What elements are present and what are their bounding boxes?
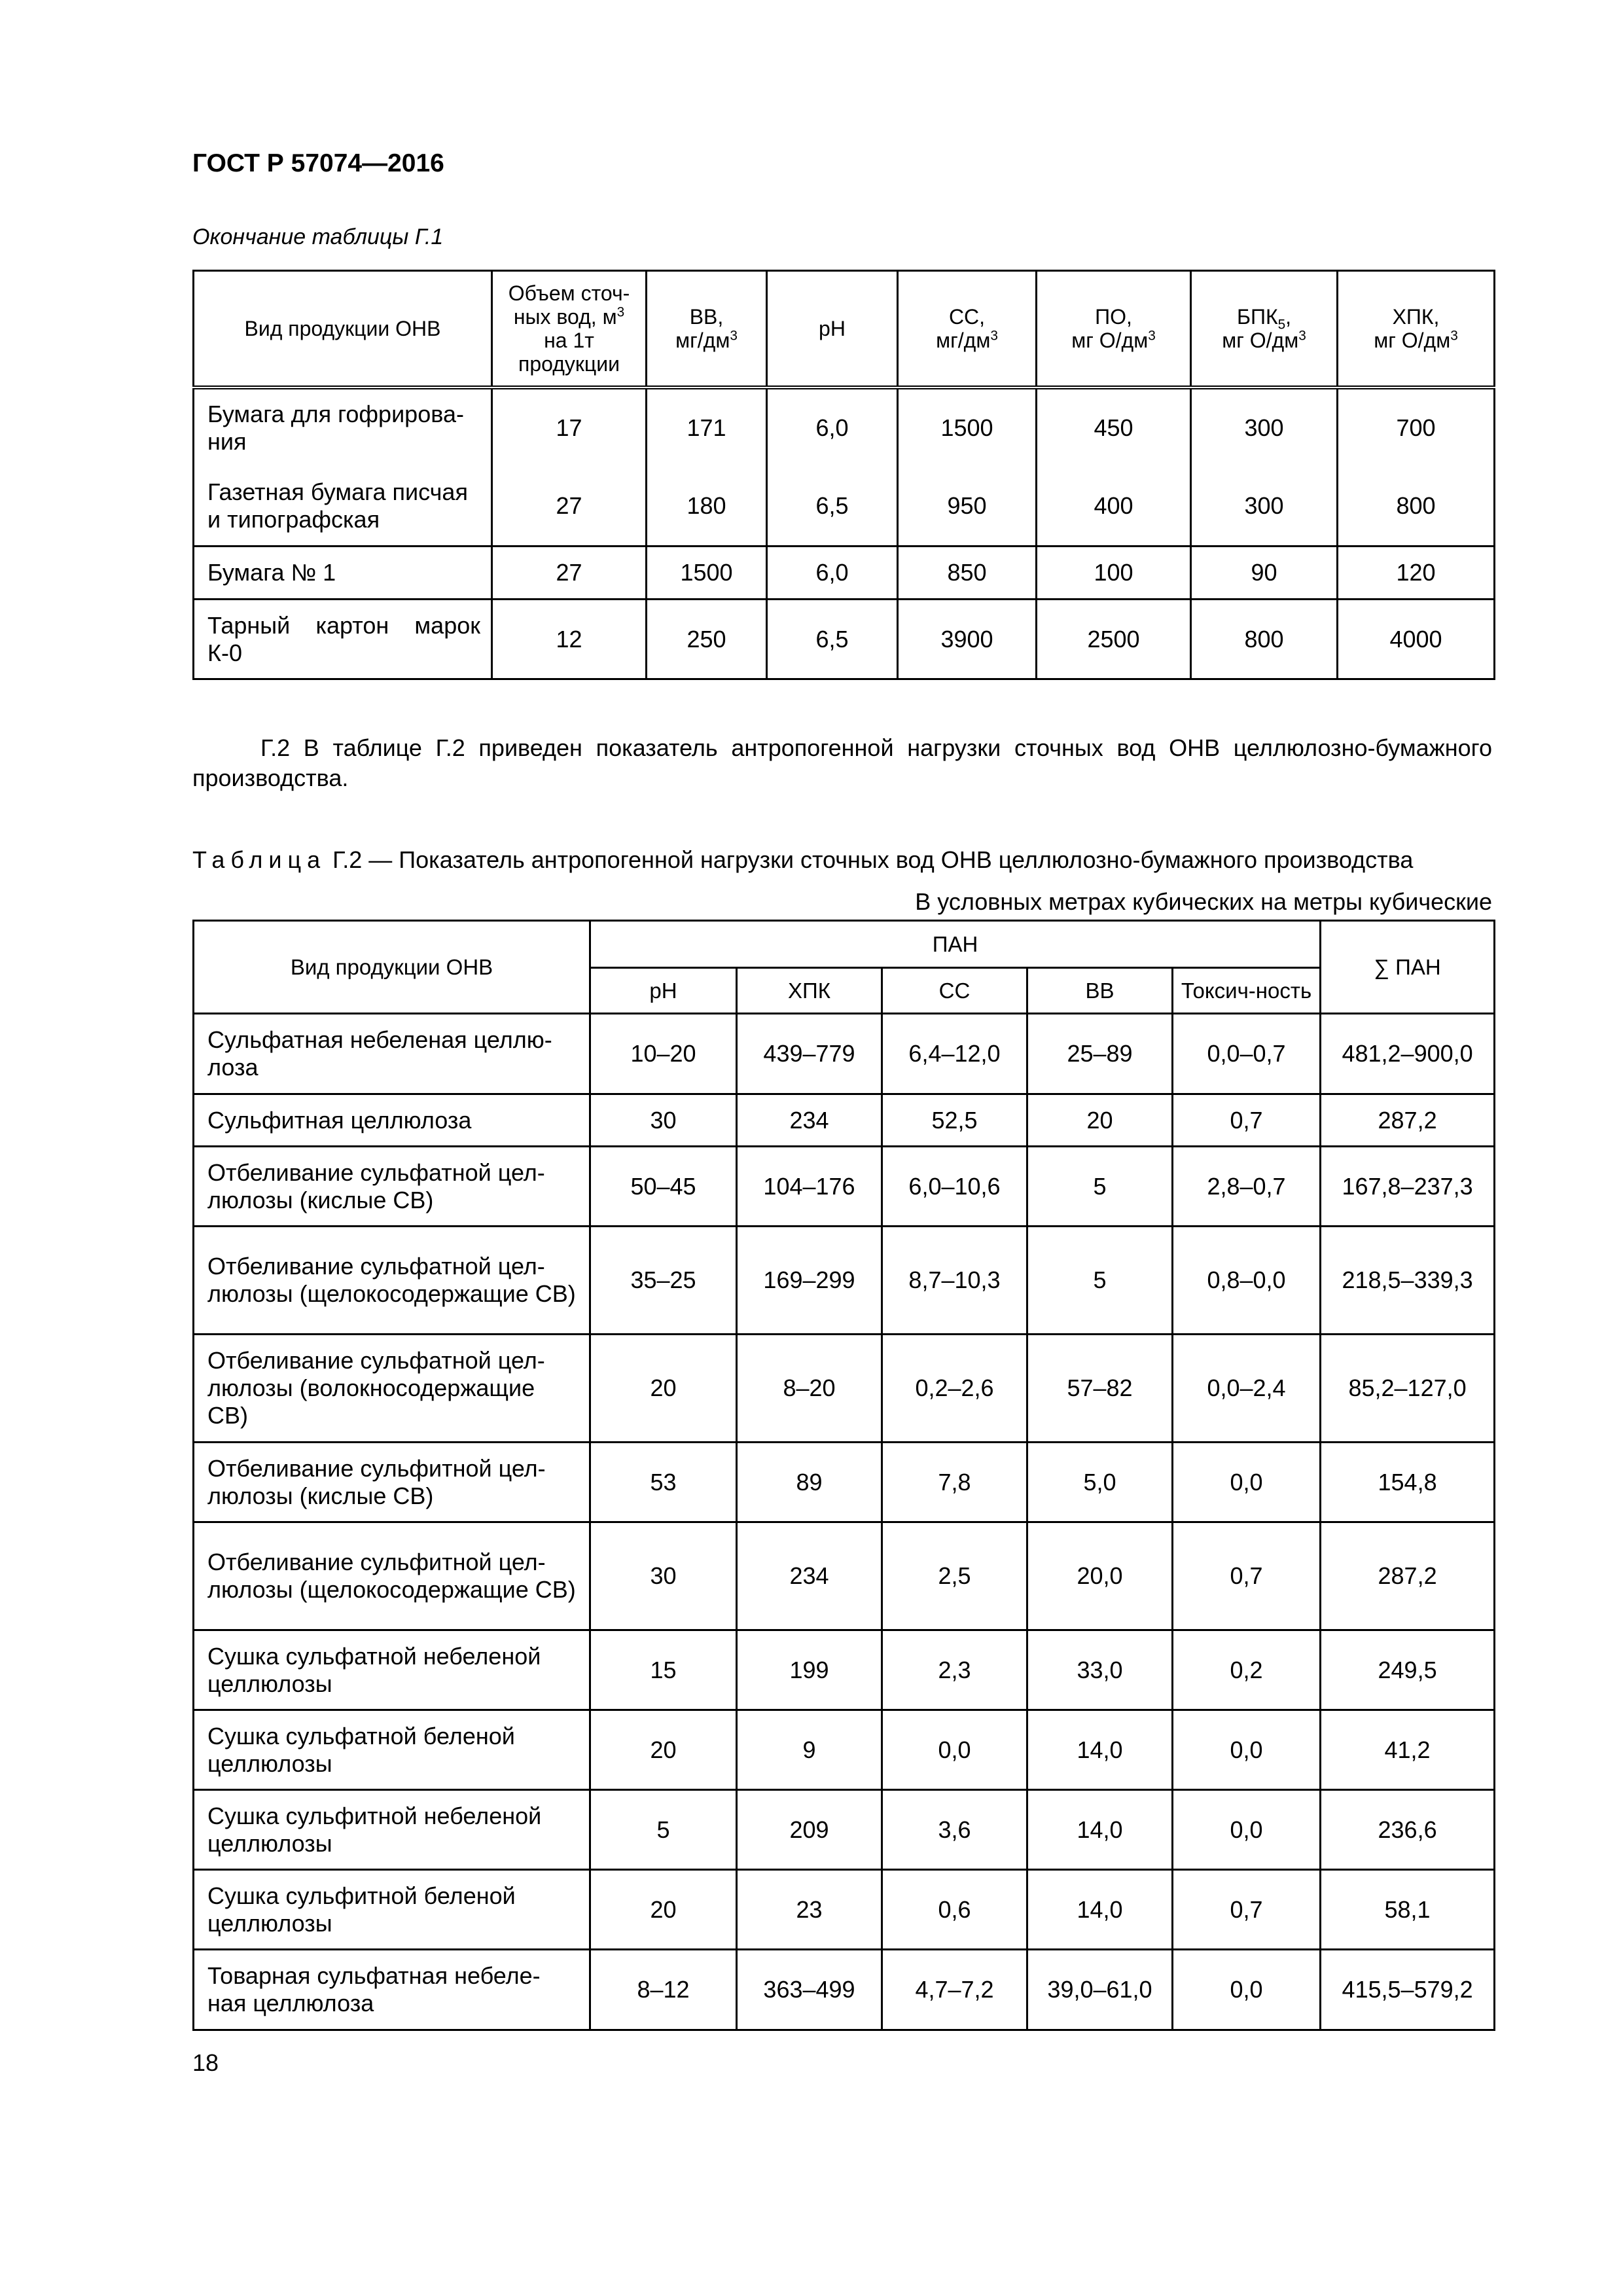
cell-volume: 27: [492, 467, 647, 547]
cell-sum: 154,8: [1321, 1443, 1495, 1522]
table1-continuation-label: Окончание таблицы Г.1: [192, 224, 444, 249]
cell-bpk: 800: [1191, 600, 1338, 679]
table-row: [194, 1094, 1495, 1147]
cell-ph: 20: [590, 1335, 737, 1443]
cell-tox: 0,7: [1173, 1522, 1321, 1630]
cell-ph: 30: [590, 1094, 737, 1147]
cell-ph: 15: [590, 1630, 737, 1710]
col-vv: ВВ, $мг/дм^3$: [647, 271, 767, 387]
table-row: [194, 547, 1495, 600]
cell-ss: 0,0: [882, 1710, 1027, 1790]
cell-hpk: 120: [1338, 547, 1495, 600]
cell-hpk: 23: [737, 1870, 882, 1950]
table-row: [194, 1014, 1495, 1094]
cell-product: Сушка сульфатной беленой целлюлозы: [194, 1710, 590, 1790]
cell-product: Отбеливание сульфитной цел-люлозы (кислые СВ): [194, 1443, 590, 1522]
cell-vv: 250: [647, 600, 767, 679]
cell-hpk: 4000: [1338, 600, 1495, 679]
cell-hpk: 363–499: [737, 1950, 882, 2030]
cell-vv: 33,0: [1027, 1630, 1173, 1710]
cell-ph: 10–20: [590, 1014, 737, 1094]
cell-po: 400: [1037, 467, 1191, 547]
cell-ph: 53: [590, 1443, 737, 1522]
cell-ph: 6,0: [767, 387, 898, 467]
table-row: [194, 600, 1495, 679]
cell-product: Товарная сульфатная небеле-ная целлюлоза: [194, 1950, 590, 2030]
cell-ss: 52,5: [882, 1094, 1027, 1147]
cell-vv: 14,0: [1027, 1870, 1173, 1950]
cell-tox: 0,0: [1173, 1790, 1321, 1870]
cell-ph: 6,0: [767, 547, 898, 600]
cell-sum: 287,2: [1321, 1522, 1495, 1630]
cell-vv: 1500: [647, 547, 767, 600]
cell-vv: 5: [1027, 1227, 1173, 1335]
cell-product: Отбеливание сульфатной цел-люлозы (щелокосодержащие СВ): [194, 1227, 590, 1335]
cell-ph: 20: [590, 1870, 737, 1950]
cell-sum: 249,5: [1321, 1630, 1495, 1710]
cell-ph: 20: [590, 1710, 737, 1790]
col-ph: pH: [767, 271, 898, 387]
cell-sum: 415,5–579,2: [1321, 1950, 1495, 2030]
table-row: [194, 1790, 1495, 1870]
cell-product: Отбеливание сульфатной цел-люлозы (волокносодержащие СВ): [194, 1335, 590, 1443]
cell-hpk: 234: [737, 1522, 882, 1630]
document-header: ГОСТ Р 57074—2016: [192, 149, 444, 177]
paragraph-g2: Г.2 В таблице Г.2 приведен показатель антропогенной нагрузки сточных вод ОНВ целлюлозно-бумажного производства.: [192, 734, 1492, 791]
table-row: [194, 1227, 1495, 1335]
cell-ss: 6,4–12,0: [882, 1014, 1027, 1094]
table-row: [194, 1950, 1495, 2030]
cell-ss: 2,3: [882, 1630, 1027, 1710]
table-row: [194, 1710, 1495, 1790]
table-row: [194, 1630, 1495, 1710]
cell-product: Сушка сульфатной небеленой целлюлозы: [194, 1630, 590, 1710]
cell-hpk: 700: [1338, 387, 1495, 467]
table-row: [194, 387, 1495, 467]
cell-hpk: 9: [737, 1710, 882, 1790]
cell-vv: 5,0: [1027, 1443, 1173, 1522]
caption-word: Таблица: [192, 846, 327, 873]
cell-ph: 8–12: [590, 1950, 737, 2030]
caption-text: Г.2 — Показатель антропогенной нагрузки сточных вод ОНВ целлюлозно-бумажного производства: [326, 846, 1414, 873]
cell-product: Сульфитная целлюлоза: [194, 1094, 590, 1147]
cell-tox: 0,0: [1173, 1710, 1321, 1790]
cell-ss: 0,2–2,6: [882, 1335, 1027, 1443]
col-product: Вид продукции ОНВ: [194, 271, 492, 387]
cell-hpk: 8–20: [737, 1335, 882, 1443]
cell-ss: 950: [898, 467, 1037, 547]
cell-ss: 8,7–10,3: [882, 1227, 1027, 1335]
cell-tox: 2,8–0,7: [1173, 1147, 1321, 1227]
cell-ss: 3,6: [882, 1790, 1027, 1870]
table-row: [194, 1870, 1495, 1950]
cell-sum: 218,5–339,3: [1321, 1227, 1495, 1335]
cell-ss: 2,5: [882, 1522, 1027, 1630]
cell-tox: 0,0: [1173, 1443, 1321, 1522]
cell-hpk: 104–176: [737, 1147, 882, 1227]
col-volume: Объем сточ-ных вод, $м^3$ на 1т продукции: [492, 271, 647, 387]
table-row: [194, 1147, 1495, 1227]
cell-product: Газетная бумага писчая и типографская: [194, 467, 492, 547]
cell-vv: 14,0: [1027, 1710, 1173, 1790]
cell-ss: 1500: [898, 387, 1037, 467]
col-bpk: $БПК_5$, мг $О/дм^3$: [1191, 271, 1338, 387]
cell-vv: 180: [647, 467, 767, 547]
col-tox: Токсич-ность: [1173, 968, 1321, 1014]
cell-hpk: 209: [737, 1790, 882, 1870]
cell-vv: 57–82: [1027, 1335, 1173, 1443]
cell-sum: 481,2–900,0: [1321, 1014, 1495, 1094]
cell-ph: 5: [590, 1790, 737, 1870]
col-hpk: ХПК, мг $О/дм^3$: [1338, 271, 1495, 387]
cell-sum: 58,1: [1321, 1870, 1495, 1950]
cell-product: Тарный картон марок К-0: [194, 600, 492, 679]
cell-ss: 7,8: [882, 1443, 1027, 1522]
cell-bpk: 300: [1191, 467, 1338, 547]
cell-tox: 0,2: [1173, 1630, 1321, 1710]
cell-vv: 39,0–61,0: [1027, 1950, 1173, 2030]
cell-product: Отбеливание сульфатной цел-люлозы (кислые СВ): [194, 1147, 590, 1227]
cell-vv: 25–89: [1027, 1014, 1173, 1094]
cell-tox: 0,0: [1173, 1950, 1321, 2030]
cell-po: 2500: [1037, 600, 1191, 679]
table-g1: [192, 270, 1495, 680]
col-sum-pan: ∑ ПАН: [1321, 921, 1495, 1014]
cell-po: 100: [1037, 547, 1191, 600]
cell-ph: 50–45: [590, 1147, 737, 1227]
cell-product: Бумага № 1: [194, 547, 492, 600]
cell-ph: 30: [590, 1522, 737, 1630]
cell-ss: 0,6: [882, 1870, 1027, 1950]
cell-vv: 171: [647, 387, 767, 467]
cell-tox: 0,0–0,7: [1173, 1014, 1321, 1094]
table-row: [194, 1335, 1495, 1443]
cell-product: Сушка сульфитной беленой целлюлозы: [194, 1870, 590, 1950]
cell-vv: 20: [1027, 1094, 1173, 1147]
cell-sum: 85,2–127,0: [1321, 1335, 1495, 1443]
cell-volume: 12: [492, 600, 647, 679]
cell-volume: 17: [492, 387, 647, 467]
cell-tox: 0,0–2,4: [1173, 1335, 1321, 1443]
col-po: ПО, мг $О/дм^3$: [1037, 271, 1191, 387]
col-pan-group: ПАН: [590, 921, 1321, 968]
cell-ph: 6,5: [767, 467, 898, 547]
table2-caption: [192, 846, 1413, 874]
cell-product: Бумага для гофрирова-ния: [194, 387, 492, 467]
cell-bpk: 90: [1191, 547, 1338, 600]
cell-hpk: 199: [737, 1630, 882, 1710]
col-ss: СС, $мг/дм^3$: [898, 271, 1037, 387]
table-row: [194, 1522, 1495, 1630]
cell-sum: 41,2: [1321, 1710, 1495, 1790]
cell-product: Отбеливание сульфитной цел-люлозы (щелокосодержащие СВ): [194, 1522, 590, 1630]
cell-product: Сульфатная небеленая целлю-лоза: [194, 1014, 590, 1094]
cell-vv: 20,0: [1027, 1522, 1173, 1630]
cell-hpk: 439–779: [737, 1014, 882, 1094]
cell-po: 450: [1037, 387, 1191, 467]
cell-sum: 287,2: [1321, 1094, 1495, 1147]
cell-ph: 6,5: [767, 600, 898, 679]
cell-ss: 6,0–10,6: [882, 1147, 1027, 1227]
table-g2: [192, 920, 1495, 2031]
cell-volume: 27: [492, 547, 647, 600]
cell-ss: 3900: [898, 600, 1037, 679]
cell-tox: 0,7: [1173, 1094, 1321, 1147]
page-number: 18: [192, 2049, 219, 2076]
cell-vv: 14,0: [1027, 1790, 1173, 1870]
col-vv: ВВ: [1027, 968, 1173, 1014]
cell-sum: 236,6: [1321, 1790, 1495, 1870]
cell-tox: 0,7: [1173, 1870, 1321, 1950]
table-row: [194, 1443, 1495, 1522]
col-product: Вид продукции ОНВ: [194, 921, 590, 1014]
cell-sum: 167,8–237,3: [1321, 1147, 1495, 1227]
cell-ss: 4,7–7,2: [882, 1950, 1027, 2030]
cell-bpk: 300: [1191, 387, 1338, 467]
cell-hpk: 89: [737, 1443, 882, 1522]
col-ss: СС: [882, 968, 1027, 1014]
col-ph: pH: [590, 968, 737, 1014]
cell-tox: 0,8–0,0: [1173, 1227, 1321, 1335]
col-hpk: ХПК: [737, 968, 882, 1014]
table-row: [194, 467, 1495, 547]
cell-hpk: 234: [737, 1094, 882, 1147]
cell-hpk: 800: [1338, 467, 1495, 547]
cell-ph: 35–25: [590, 1227, 737, 1335]
cell-hpk: 169–299: [737, 1227, 882, 1335]
cell-ss: 850: [898, 547, 1037, 600]
cell-product: Сушка сульфитной небеленой целлюлозы: [194, 1790, 590, 1870]
cell-vv: 5: [1027, 1147, 1173, 1227]
table2-units: В условных метрах кубических на метры кубические: [915, 888, 1492, 915]
